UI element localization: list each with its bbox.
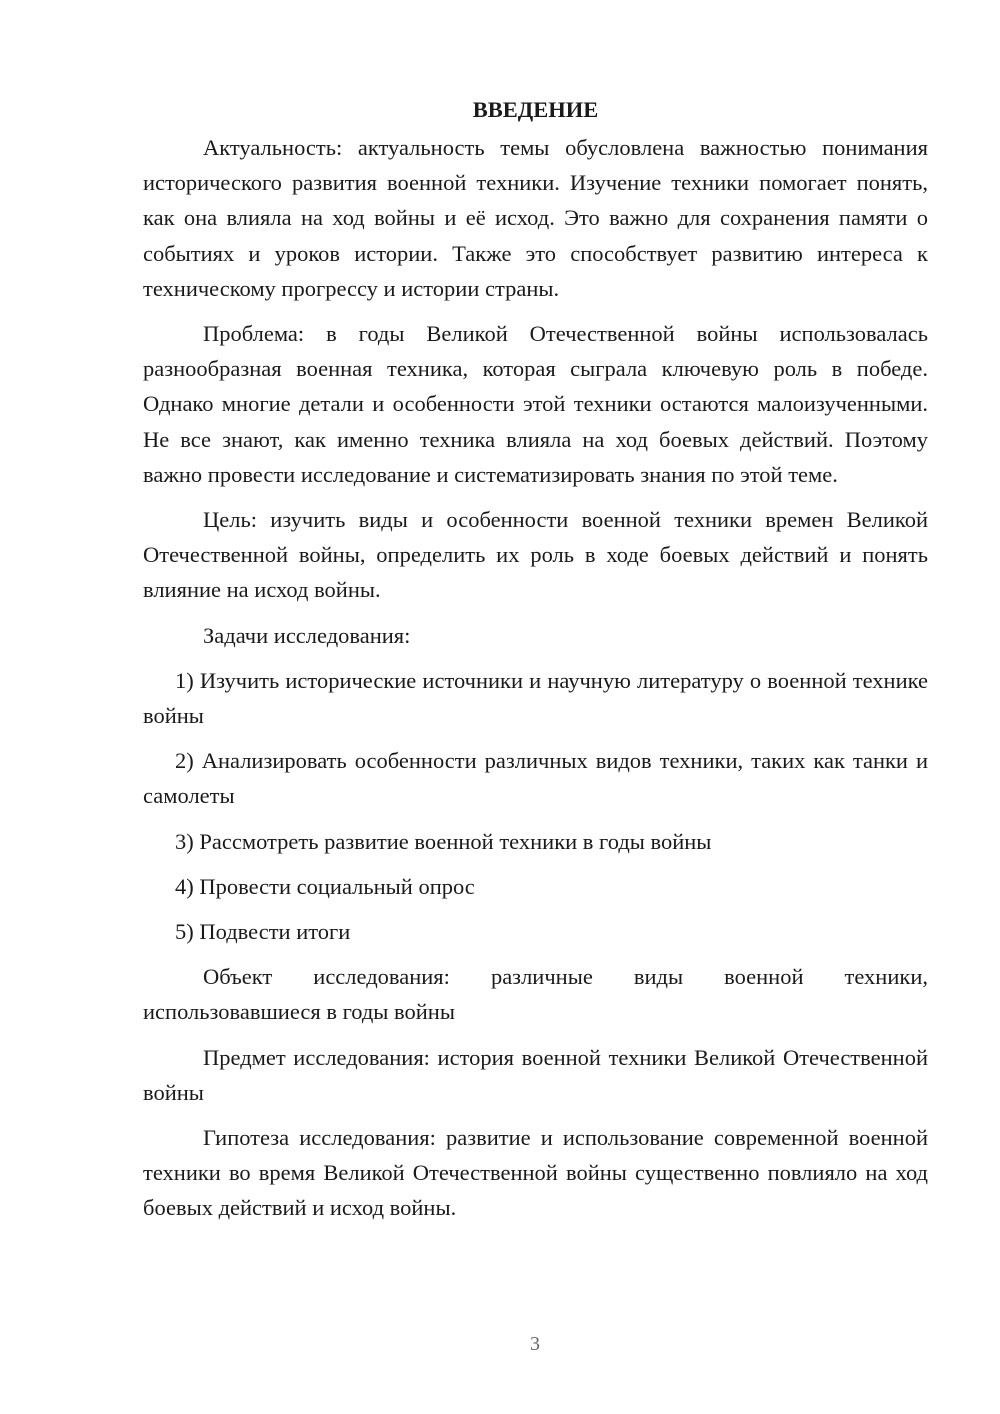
task-item-4: 4) Провести социальный опрос [175, 873, 475, 899]
paragraph-problem: Проблема: в годы Великой Отечественной войны использовалась разнообразная военная техника, которая сыграла ключевую роль в победе. Однако многие детали и особенности этой техники остаются малоизученными. Не все знают, как именно техника влияла на ход боевых действий. Поэтому важно провести исследование и систематизировать знания по этой теме. [143, 321, 928, 487]
paragraph-object: Объект исследования: различные виды военной техники, использовавшиеся в годы войны [143, 964, 928, 1025]
page-title: ВВЕДЕНИЕ [472, 97, 599, 122]
page-content [143, 92, 928, 1236]
page-number: 3 [530, 1333, 540, 1355]
task-item-1: 1) Изучить исторические источники и научную литературу о военной технике войны [143, 667, 928, 729]
task-item-3: 3) Рассмотреть развитие военной техники в годы войны [175, 828, 712, 854]
paragraph-tasks-heading: Задачи исследования: [203, 622, 411, 648]
paragraph-hypothesis: Гипотеза исследования: развитие и использование современной военной техники во время Великой Отечественной войны существенно повлияло на ход боевых действий и исход войны. [143, 1125, 928, 1221]
paragraph-subject: Предмет исследования: история военной техники Великой Отечественной войны [143, 1044, 928, 1105]
task-item-5: 5) Подвести итоги [175, 919, 351, 945]
task-item-2: 2) Анализировать особенности различных видов техники, таких как танки и самолеты [143, 748, 928, 809]
paragraph-relevance: Актуальность: актуальность темы обусловлена важностью понимания исторического развития военной техники. Изучение техники помогает понять, как она влияла на ход войны и её исход. Это важно для сохранения памяти о событиях и уроков истории. Также это способствует развитию интереса к техническому прогрессу и истории страны. [143, 135, 928, 301]
paragraph-goal: Цель: изучить виды и особенности военной техники времен Великой Отечественной войны, определить их роль в ходе боевых действий и понять влияние на исход войны. [143, 507, 928, 603]
